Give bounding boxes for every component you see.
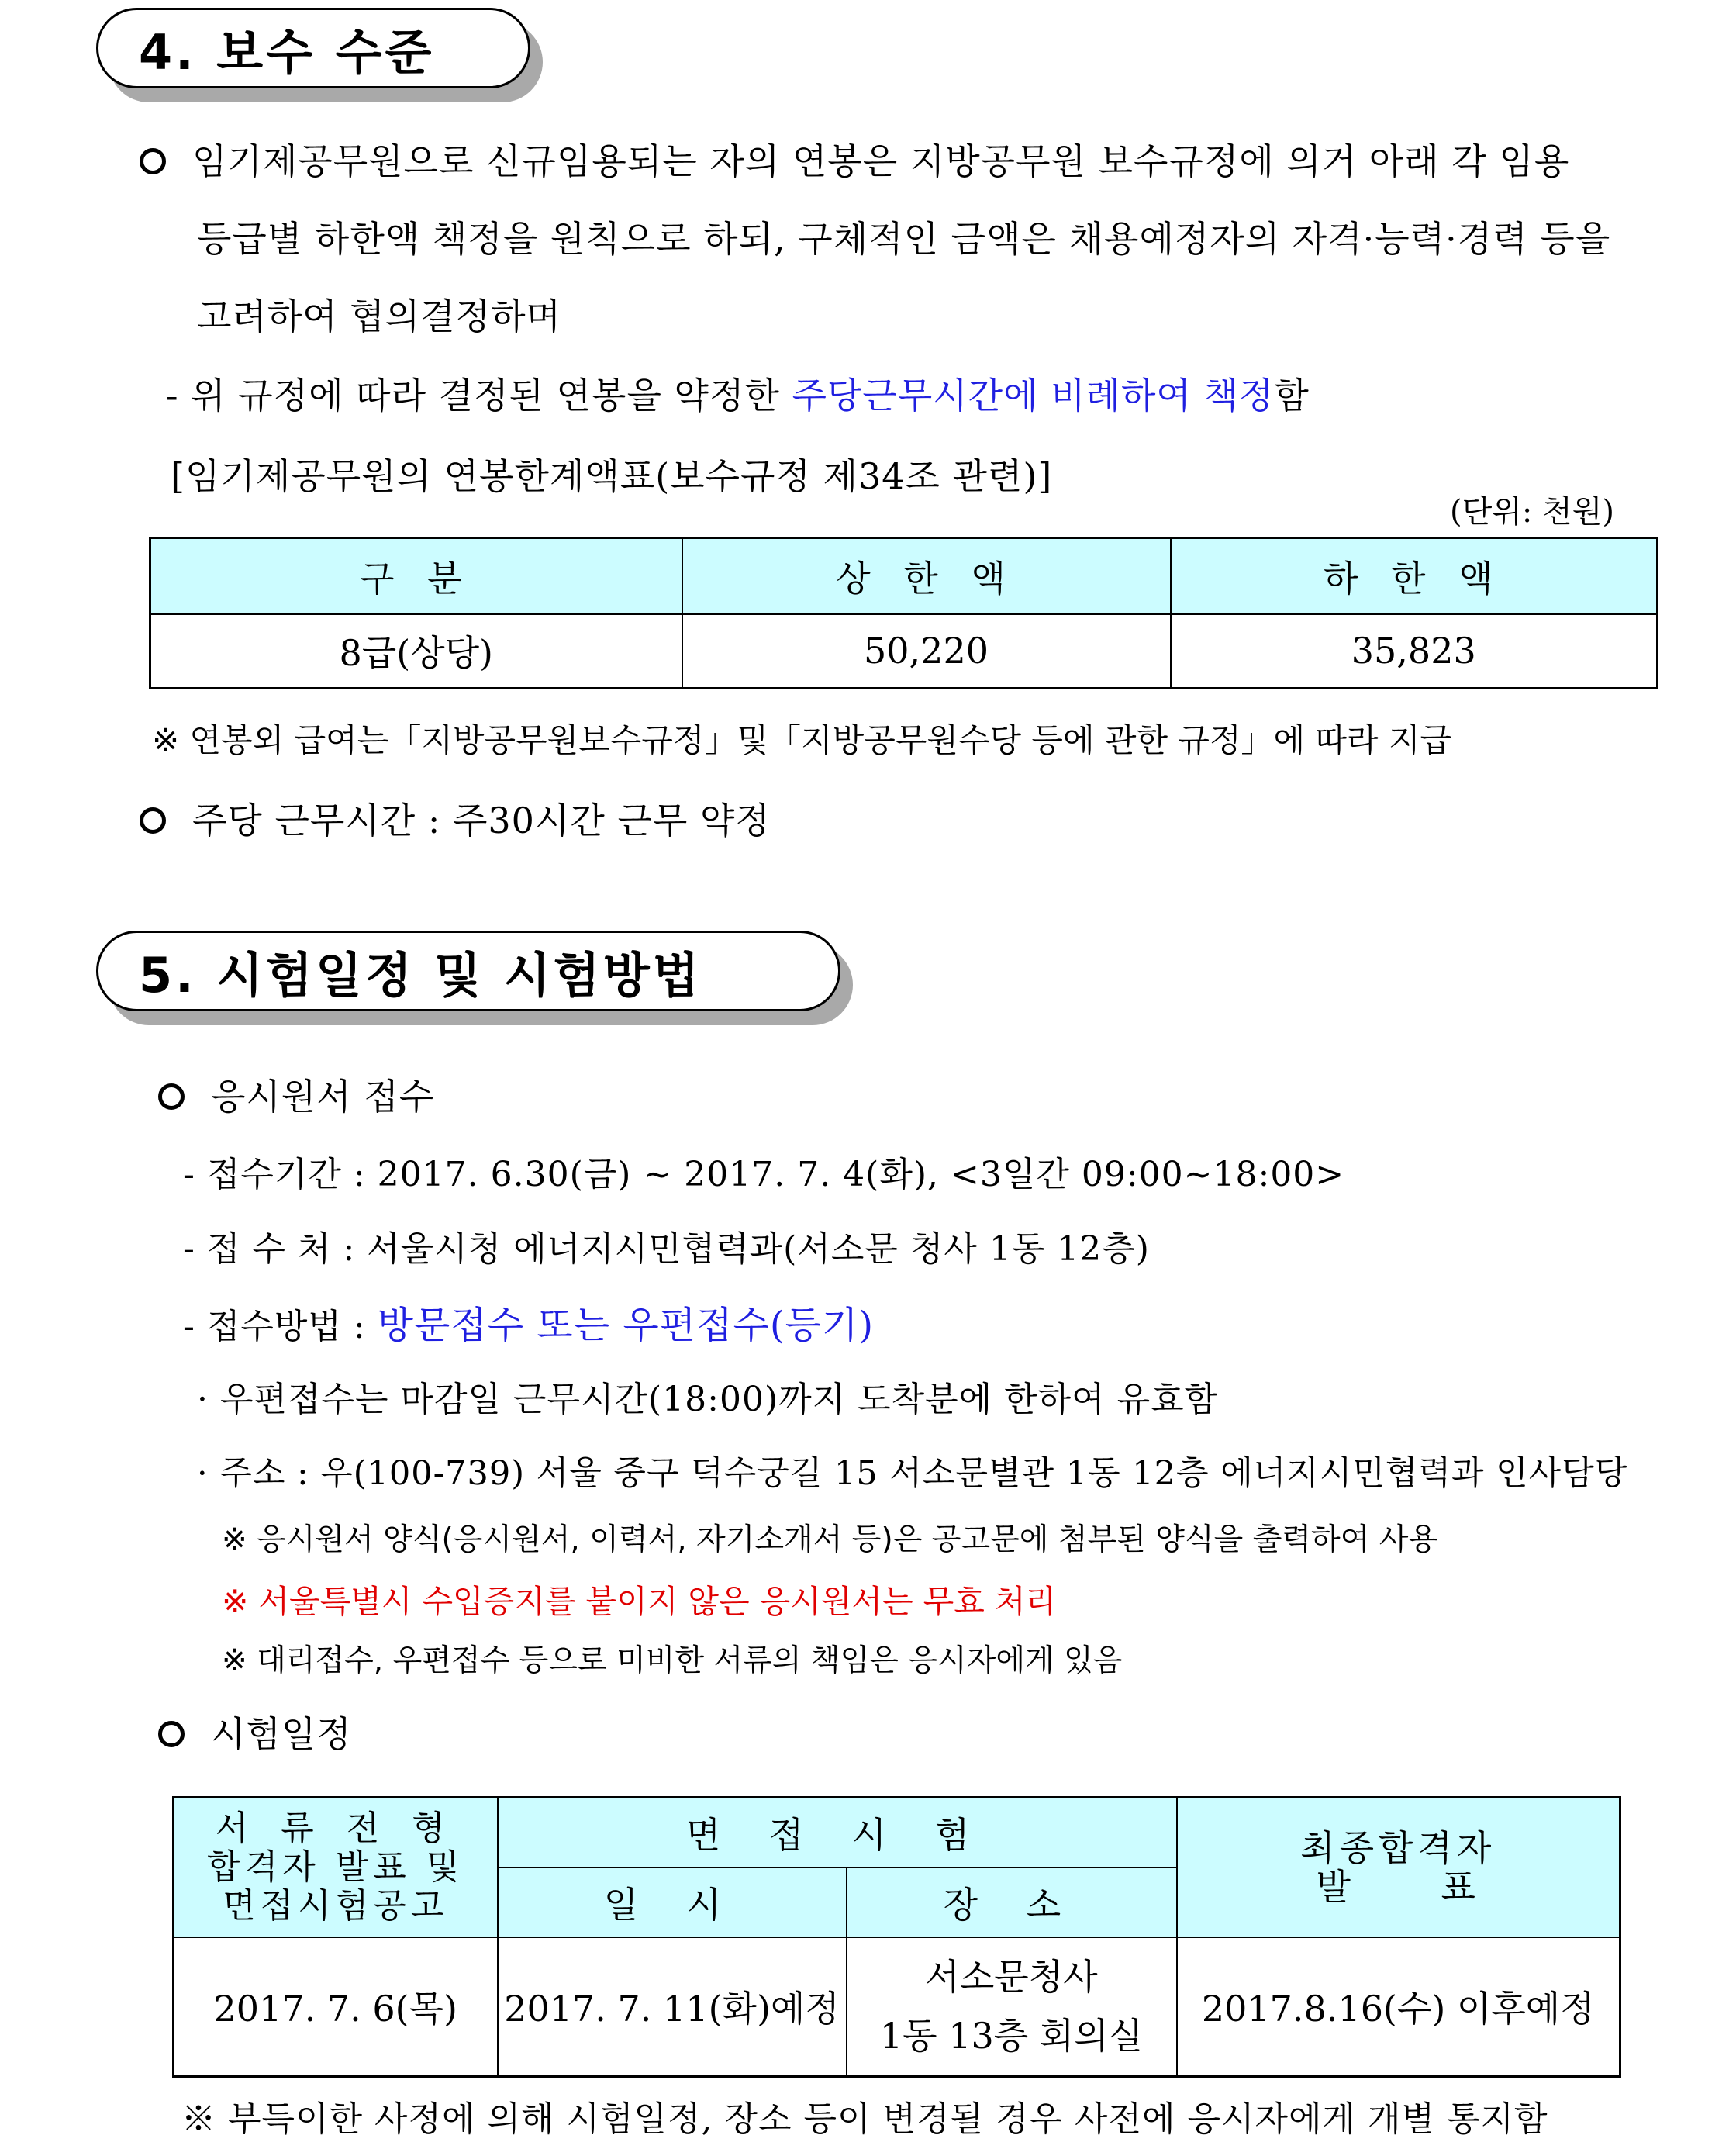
salary-table (149, 537, 1658, 689)
mail-note: · 우편접수는 마감일 근무시간(18:00)까지 도착분에 한하여 유효함 (197, 1380, 1219, 1419)
paragraph-salary-line-1: 임기제공무원으로 신규임용되는 자의 연봉은 지방공무원 보수규정에 의거 아래 각 임용 (140, 133, 1569, 185)
schedule-table (172, 1796, 1621, 2078)
circle-bullet-icon (158, 1721, 185, 1747)
paragraph-salary-line-3: 고려하여 협의결정하며 (197, 295, 561, 337)
unit-label: (단위: 천원) (1450, 494, 1614, 530)
circle-bullet-icon (140, 148, 166, 174)
header-interview: 면 접 시 험 (498, 1798, 1177, 1867)
value-interview-place: 서소문청사 1동 13층 회의실 (847, 1937, 1177, 2077)
section-4-title: 4. 보수 수준 (96, 8, 530, 88)
header-final-announcement: 최종합격자 발 표 (1177, 1798, 1620, 1937)
salary-header-category: 구 분 (150, 538, 682, 614)
paragraph-salary-line-2: 등급별 하한액 책정을 원칙으로 하되, 구체적인 금액은 채용예정자의 자격·능력·경력 등을 (197, 218, 1611, 260)
highlight-proportional: 주당근무시간에 비례하여 책정 (792, 375, 1275, 416)
mail-address: · 주소 : 우(100-739) 서울 중구 덕수궁길 15 서소문별관 1동 12층 에너지시민협력과 인사담당 (197, 1454, 1628, 1493)
header-interview-date: 일 시 (498, 1867, 847, 1937)
weekly-hours: 주당 근무시간 : 주30시간 근무 약정 (140, 793, 771, 844)
header-doc-screening: 서 류 전 형 합격자 발표 및 면접시험공고 (174, 1798, 498, 1937)
salary-header-upper: 상 한 액 (682, 538, 1171, 614)
salary-lower-value: 35,823 (1171, 614, 1658, 689)
schedule-heading: 시험일정 (158, 1706, 352, 1757)
circle-bullet-icon (140, 807, 166, 834)
highlight-method: 방문접수 또는 우편접수(등기) (377, 1304, 875, 1347)
change-notice: ※ 부득이한 사정에 의해 시험일정, 장소 등이 변경될 경우 사전에 응시자에게 개별 통지함 (181, 2099, 1548, 2139)
header-interview-place: 장 소 (847, 1867, 1177, 1937)
stamp-note: ※ 서울특별시 수입증지를 붙이지 않은 응시원서는 무효 처리 (222, 1583, 1057, 1620)
salary-header-lower: 하 한 액 (1171, 538, 1658, 614)
proxy-note: ※ 대리접수, 우편접수 등으로 미비한 서류의 책임은 응시자에게 있음 (222, 1643, 1123, 1678)
salary-note: ※ 연봉외 급여는「지방공무원보수규정」및「지방공무원수당 등에 관한 규정」에 따라 지급 (152, 721, 1452, 759)
value-final-date: 2017.8.16(수) 이후예정 (1177, 1937, 1620, 2077)
value-interview-date: 2017. 7. 11(화)예정 (498, 1937, 847, 2077)
application-method: - 접수방법 : 방문접수 또는 우편접수(등기) (183, 1304, 875, 1347)
circle-bullet-icon (158, 1083, 185, 1110)
form-note: ※ 응시원서 양식(응시원서, 이력서, 자기소개서 등)은 공고문에 첨부된 양식을 출력하여 사용 (222, 1522, 1438, 1557)
table-caption: [임기제공무원의 연봉한계액표(보수규정 제34조 관련)] (171, 455, 1053, 497)
salary-upper-value: 50,220 (682, 614, 1171, 689)
application-place: - 접 수 처 : 서울시청 에너지시민협력과(서소문 청사 1동 12층) (183, 1229, 1150, 1269)
application-heading: 응시원서 접수 (158, 1069, 434, 1120)
value-doc-date: 2017. 7. 6(목) (174, 1937, 498, 2077)
dash-line-proportional: - 위 규정에 따라 결정된 연봉을 약정한 주당근무시간에 비례하여 책정함 (166, 375, 1310, 416)
section-5-title: 5. 시험일정 및 시험방법 (96, 931, 840, 1011)
application-period: - 접수기간 : 2017. 6.30(금) ~ 2017. 7. 4(화), <3일간 09:00~18:00> (183, 1155, 1345, 1194)
salary-grade: 8급(상당) (150, 614, 682, 689)
